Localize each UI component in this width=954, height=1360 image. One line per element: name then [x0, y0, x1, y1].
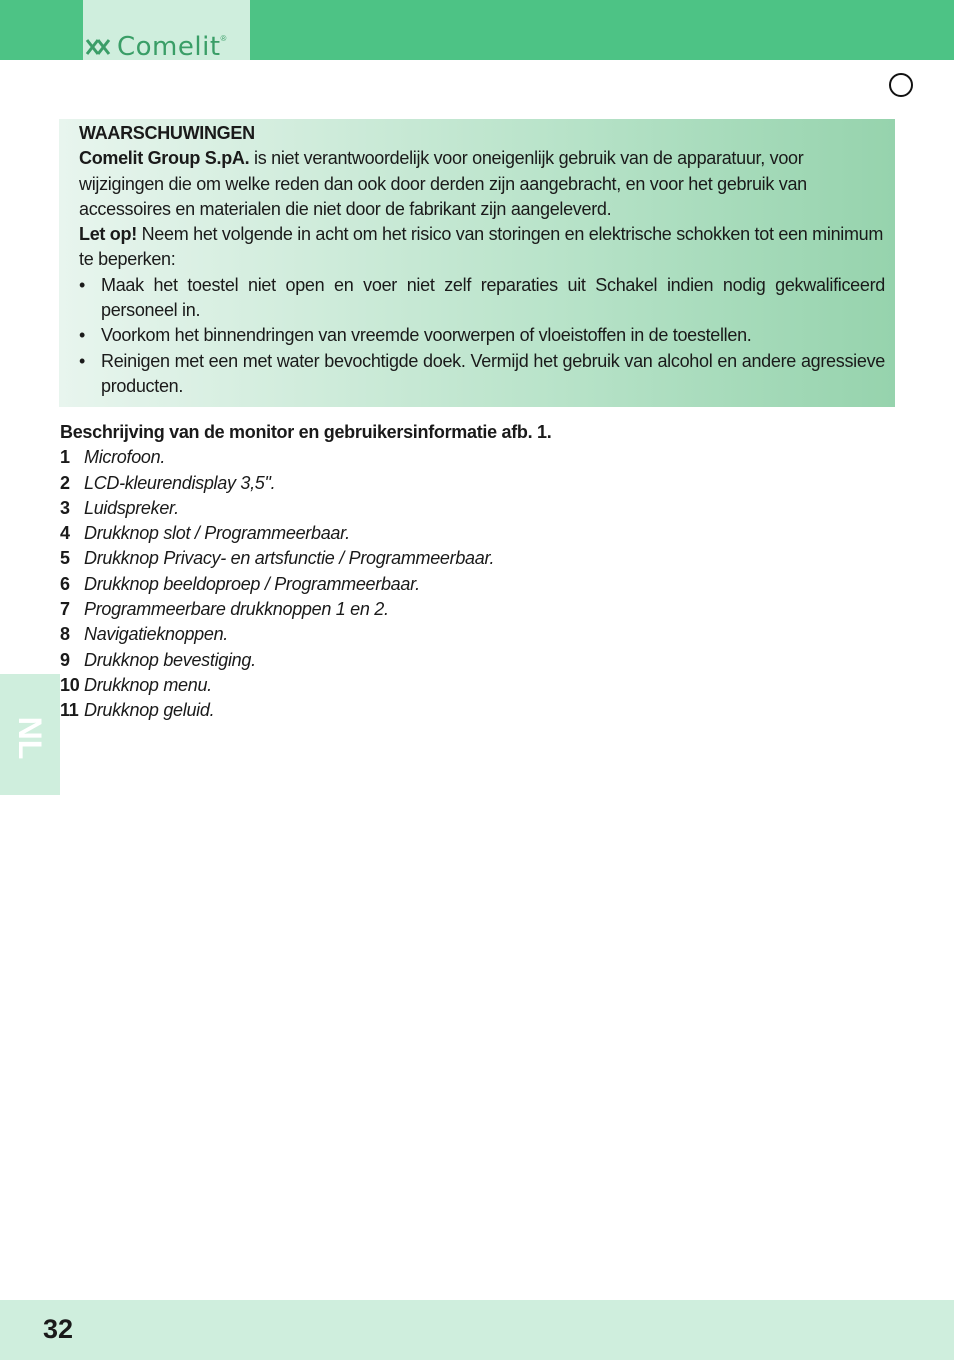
list-item: [60, 445, 890, 470]
logo-text: Comelit: [117, 32, 221, 62]
comelit-logo: [84, 32, 226, 62]
bullet-dot: •: [79, 274, 86, 295]
item-number: 4: [60, 523, 70, 544]
item-label: LCD-kleurendisplay 3,5".: [84, 472, 276, 493]
list-item: [60, 572, 890, 597]
description-section: [60, 420, 890, 724]
bullet-text: Reinigen met een met water bevochtigde doek. Vermijd het gebruik van alcohol en andere agressieve producten.: [101, 350, 885, 396]
list-item: [60, 698, 890, 723]
item-number: 1: [60, 447, 70, 468]
warning-bullet: [79, 323, 885, 348]
warning-paragraph-1: [79, 146, 885, 222]
bullet-text: Voorkom het binnendringen van vreemde voorwerpen of vloeistoffen in de toestellen.: [101, 325, 752, 346]
item-number: 10: [60, 674, 80, 695]
bullet-text: Maak het toestel niet open en voer niet zelf reparaties uit Schakel indien nodig gekwalificeerd personeel in.: [101, 274, 885, 321]
language-label: NL: [12, 716, 48, 760]
footer-bar: [0, 1300, 954, 1360]
registered-mark: ®: [220, 34, 227, 43]
item-number: 11: [60, 700, 79, 721]
warning-box: [59, 119, 895, 407]
paragraph-1-text: is niet verantwoordelijk voor oneigenlijk gebruik van de apparatuur, voor wijzigingen die om welke reden dan ook door derden zijn aangebracht, en voor het gebruik van accessoires en materialen die niet door de fabrikant zijn aangeleverd.: [79, 148, 807, 219]
bullet-dot: •: [79, 325, 86, 346]
warning-bullet: [79, 273, 885, 324]
item-number: 8: [60, 624, 70, 645]
corner-circle-icon: [889, 73, 913, 97]
list-item: [60, 546, 890, 571]
comelit-mark-icon: [84, 36, 114, 58]
item-number: 3: [60, 497, 70, 518]
attention-label: Let op!: [79, 224, 137, 245]
item-label: Drukknop Privacy- en artsfunctie / Programmeerbaar.: [84, 548, 495, 569]
list-item: [60, 496, 890, 521]
item-label: Navigatieknoppen.: [84, 624, 229, 645]
item-label: Drukknop geluid.: [84, 700, 215, 721]
item-number: 2: [60, 472, 70, 493]
section-title: Beschrijving van de monitor en gebruikersinformatie afb. 1.: [60, 422, 552, 442]
item-label: Drukknop slot / Programmeerbaar.: [84, 523, 350, 544]
item-label: Drukknop beeldoproep / Programmeerbaar.: [84, 573, 420, 594]
list-item: [60, 622, 890, 647]
paragraph-2-text: Neem het volgende in acht om het risico van storingen en elektrische schokken tot een minimum te beperken:: [79, 224, 884, 270]
warning-title: WAARSCHUWINGEN: [79, 123, 255, 143]
warning-paragraph-2: [79, 222, 885, 273]
page-number: 32: [43, 1314, 74, 1344]
item-label: Luidspreker.: [84, 497, 179, 518]
item-number: 5: [60, 548, 70, 569]
list-item: [60, 597, 890, 622]
item-label: Microfoon.: [84, 447, 166, 468]
company-name: Comelit Group S.pA.: [79, 148, 250, 169]
list-item: [60, 471, 890, 496]
item-number: 7: [60, 599, 70, 620]
item-label: Drukknop menu.: [84, 674, 212, 695]
list-item: [60, 648, 890, 673]
item-label: Programmeerbare drukknoppen 1 en 2.: [84, 599, 389, 620]
list-item: [60, 521, 890, 546]
item-number: 6: [60, 573, 70, 594]
list-item: [60, 673, 890, 698]
bullet-dot: •: [79, 350, 86, 371]
warning-bullet: [79, 349, 885, 400]
item-label: Drukknop bevestiging.: [84, 649, 256, 670]
item-number: 9: [60, 649, 70, 670]
